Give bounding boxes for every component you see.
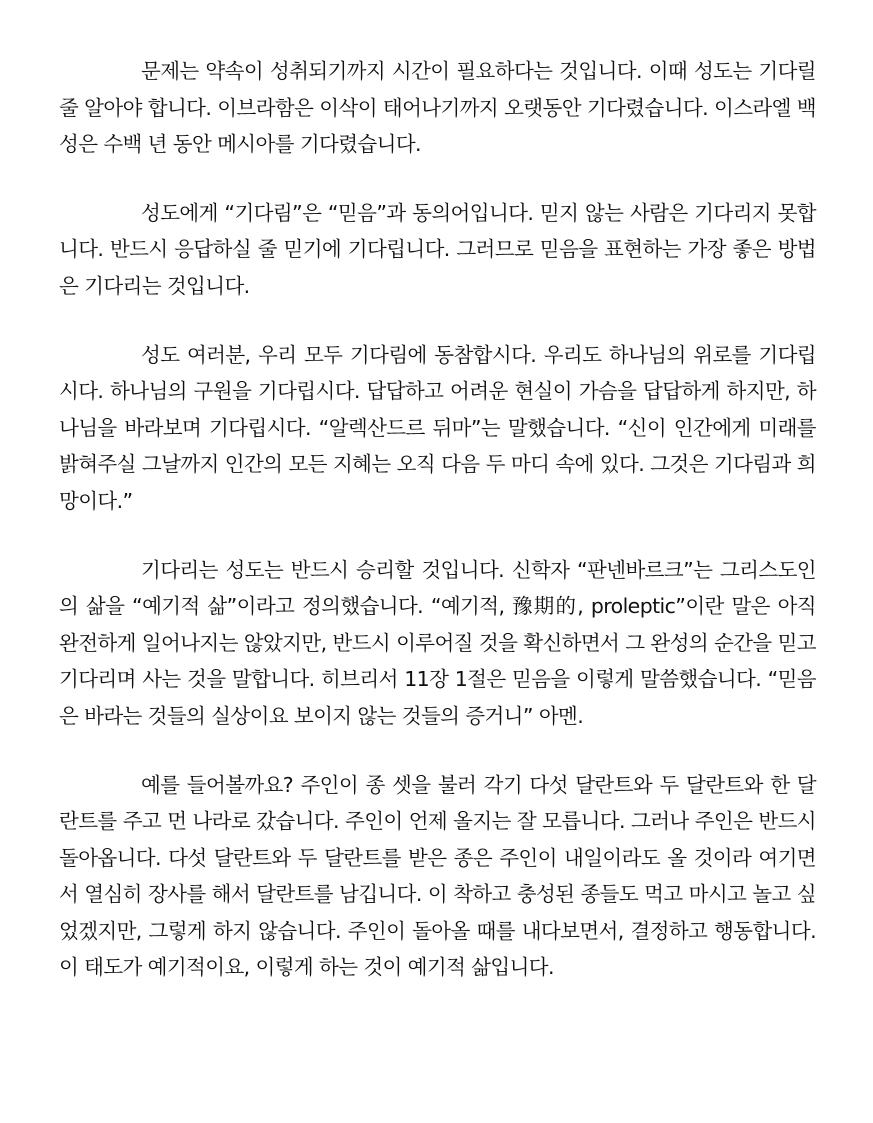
paragraph-3: 성도 여러분, 우리 모두 기다림에 동참합시다. 우리도 하나님의 위로를 기다립시다. 하나님의 구원을 기다립시다. 답답하고 어려운 현실이 가슴을 답답하게 하지만, 하나님을 바라보며 기다립시다. “알렉산드르 뒤마”는 말했습니다. “신이 인간에게 미래를 밝혀주실 그날까지 인간의 모든 지혜는 오직 다음 두 마디 속에 있다. 그것은 기다림과 희망이다.” [59, 342, 816, 513]
paragraph-1: 문제는 약속이 성취되기까지 시간이 필요하다는 것입니다. 이때 성도는 기다릴 줄 알아야 합니다. 이브라함은 이삭이 태어나기까지 오랫동안 기다렸습니다. 이스라엘 백성은 수백 년 동안 메시아를 기다렸습니다. [59, 59, 816, 157]
paragraph-4: 기다리는 성도는 반드시 승리할 것입니다. 신학자 “판넨바르크”는 그리스도인의 삶을 “예기적 삶”이라고 정의했습니다. “예기적, 豫期的, proleptic”이란 말은 아직 완전하게 일어나지는 않았지만, 반드시 이루어질 것을 확신하면서 그 완성의 순간을 믿고 기다리며 사는 것을 말합니다. 히브리서 11장 1절은 믿음을 이렇게 말씀했습니다. “믿음은 바라는 것들의 실상이요 보이지 않는 것들의 증거니” 아멘. [59, 557, 816, 728]
document-page [59, 53, 816, 1018]
paragraph-2: 성도에게 “기다림”은 “믿음”과 동의어입니다. 믿지 않는 사람은 기다리지 못합니다. 반드시 응답하실 줄 믿기에 기다립니다. 그러므로 믿음을 표현하는 가장 좋은 방법은 기다리는 것입니다. [59, 200, 816, 298]
paragraph-5: 예를 들어볼까요? 주인이 종 셋을 불러 각기 다섯 달란트와 두 달란트와 한 달란트를 주고 먼 나라로 갔습니다. 주인이 언제 올지는 잘 모릅니다. 그러나 주인은 반드시 돌아옵니다. 다섯 달란트와 두 달란트를 받은 종은 주인이 내일이라도 올 것이라 여기면서 열심히 장사를 해서 달란트를 남깁니다. 이 착하고 충성된 종들도 먹고 마시고 놀고 싶었겠지만, 그렇게 하지 않습니다. 주인이 돌아올 때를 내다보면서, 결정하고 행동합니다. 이 태도가 예기적이요, 이렇게 하는 것이 예기적 삶입니다. [59, 772, 816, 980]
